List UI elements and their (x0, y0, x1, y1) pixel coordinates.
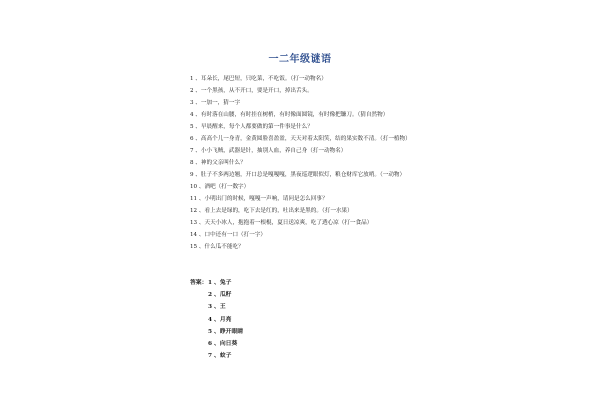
answer-row (190, 328, 410, 340)
riddle-item: 12 、看上去是绿的，吃下去是红的，吐出来是黑的。（打一水果） (190, 207, 353, 214)
riddle-item: 7 、小小飞贼，武器是针，抽别人血，养自己身（打一动物名） (190, 147, 347, 154)
answer-row (190, 279, 410, 291)
answers-label: 答案： (190, 280, 208, 286)
riddle-item: 9 、肚子不多两边翘，开口总是嘎嘎嘎，黑夜巡逻眼似灯，粮仓财库它放哨。（一动物） (190, 171, 406, 178)
riddle-item: 15 、什么瓜不能吃？ (190, 243, 244, 250)
answer-row (190, 352, 410, 364)
riddle-item: 4 、有时落在山腰，有时挂在树梢，有时像面圆镜，有时像把镰刀。（猜自然物） (190, 111, 389, 118)
answer-item: 7 、蚊子 (208, 353, 232, 360)
answer-item: 5 、睁开眼睛 (208, 328, 244, 335)
answer-item: 1 、兔子 (208, 280, 232, 286)
document-title: 一二年级谜语 (268, 54, 332, 65)
riddle-item: 2 、一个黑孩，从不开口，要是开口，掉出舌头。 (190, 87, 313, 94)
answer-row (190, 303, 410, 315)
answer-row (190, 316, 410, 328)
riddle-item: 13 、天天小冰人，抱抱着一根棍，夏日送凉爽，吃了透心凉（打一食品） (190, 219, 373, 226)
riddle-item: 11 、小明出门的时候，嘎嘎一声响，请问是怎么回事？ (190, 195, 328, 202)
answer-row (190, 340, 410, 352)
riddle-item: 3 、一加一，猜一字 (190, 99, 241, 106)
answer-item: 3 、王 (208, 304, 226, 311)
riddle-list (190, 76, 415, 256)
riddle-item: 8 、神的父亲叫什么？ (190, 159, 246, 166)
riddle-item: 5 、早晨醒来，每个人都要做的第一件事是什么？ (190, 123, 313, 130)
riddle-item: 10 、酒吧（打一数字） (190, 183, 250, 190)
riddle-item: 1 、耳朵长，尾巴短，只吃菜，不吃饭。（打一动物名） (190, 76, 327, 82)
riddle-item: 14 、口中还有一口（打一字） (190, 231, 267, 238)
answer-row (190, 291, 410, 303)
answer-list (190, 279, 410, 364)
answer-item: 6 、向日葵 (208, 340, 238, 347)
riddle-item: 6 、高高个儿一身青，金黄圆脸喜盈盈，天天对着太阳笑，结的果实数不清。（打一植物） (190, 135, 411, 142)
answer-item: 2 、瓜籽 (208, 292, 232, 299)
answer-item: 4 、月亮 (208, 316, 232, 323)
